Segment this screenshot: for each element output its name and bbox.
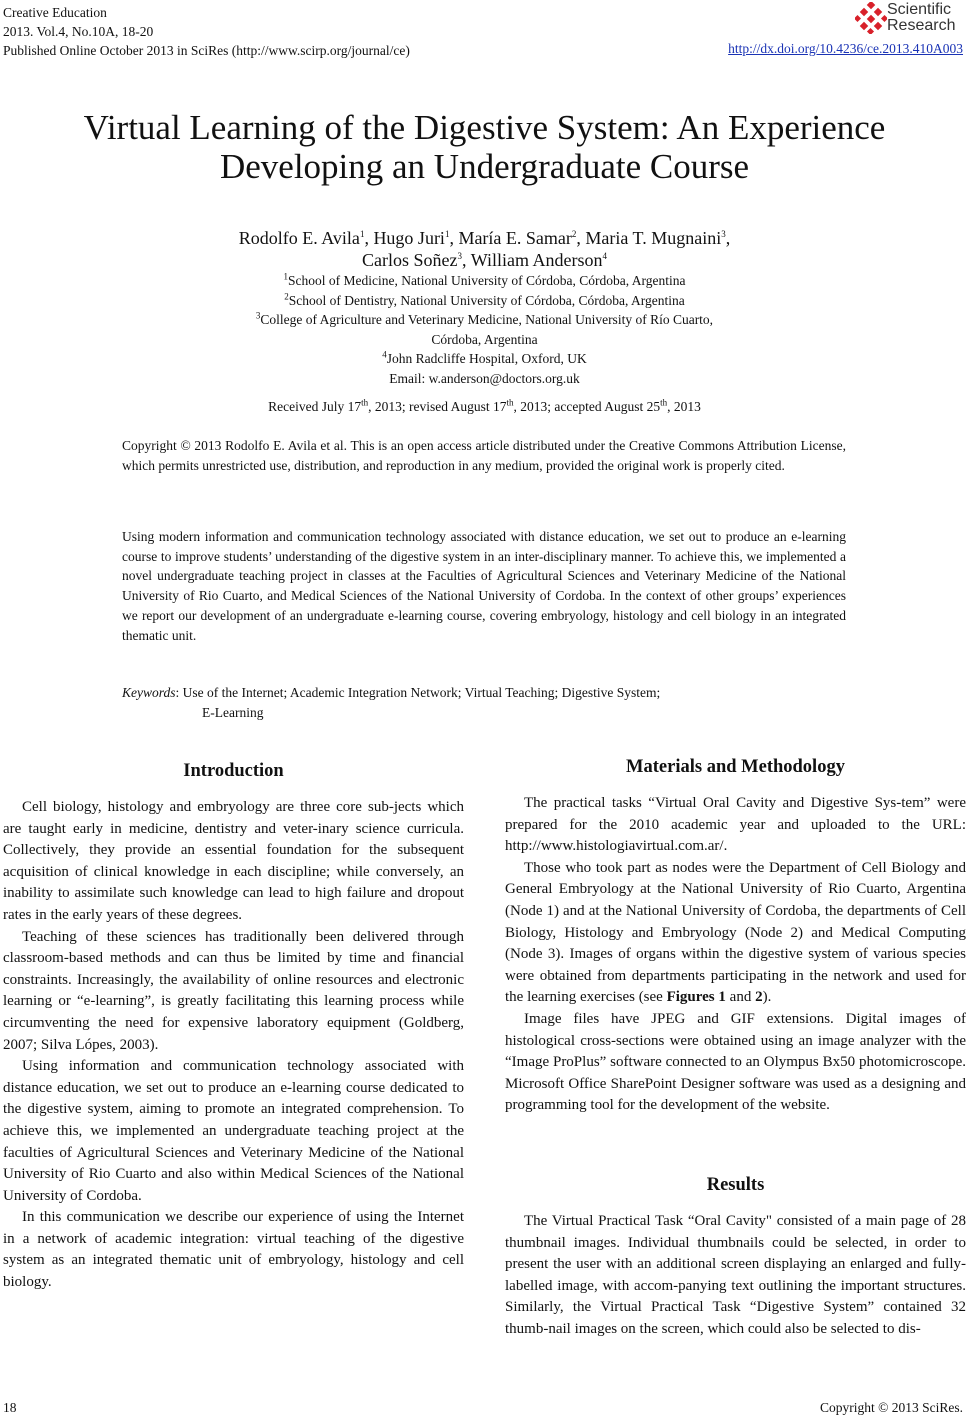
received-dates: Received July 17th, 2013; revised August 17th, 2013; accepted August 25th, 2013 bbox=[268, 397, 701, 414]
paragraph: In this communication we describe our experience of using the Internet in a network of academic integration: virtual teaching of the digestive system as an integrated thematic unit of embryology, histology and cell biology. bbox=[3, 1209, 464, 1291]
diamond-logo-icon bbox=[855, 2, 887, 34]
abstract: Using modern information and communication technology associated with distance education, we set out to produce an e-learning course to improve students’ understanding of the digestive system in an inter-disciplinary manner. To achieve this, we implemented a novel undergraduate teaching project in classes at the Faculties of Agricultural Sciences and Veterinary Medicine of the National University of Rio Cuarto, and Medical Sciences of the National University of Cordoba. In the context of other groups’ experiences we report our development of an undergraduate e-learning course, covering embryology, histology and cell biology in an integrated thematic unit. bbox=[122, 529, 846, 643]
paragraph: The practical tasks “Virtual Oral Cavity and Digestive Sys-tem” were prepared for the 2010 academic year and uploaded to the URL: http://www.histologiavirtual.com.ar/. bbox=[505, 795, 966, 855]
paragraph: Teaching of these sciences has traditionally been delivered through classroom-based methods and can thus be limited by time and financial constraints. Increasingly, the availability of online resources and electronic learning or “e-learning”, is greatly facilitating this learning process while circumventing the need for expensive laboratory equipment (Goldberg, 2007; Silva Lópes, 2003). bbox=[3, 928, 464, 1053]
author-affil-mark: 2 bbox=[571, 229, 577, 239]
author-name: Hugo Juri bbox=[373, 228, 445, 248]
paragraph: Image files have JPEG and GIF extensions. Digital images of histological cross-sections were obtained using an image analyzer with the “Image ProPlus” software connected to an Olympus Bx50 photomicroscope. Microsoft Office SharePoint Designer software was used as a designing and programming tool for the development of the website. bbox=[505, 1010, 966, 1114]
author-name: María E. Samar bbox=[458, 228, 572, 248]
introduction-body bbox=[3, 797, 464, 1294]
keywords-list-cont: E-Learning bbox=[202, 704, 264, 720]
journal-volume: 2013. Vol.4, No.10A, 18-20 bbox=[3, 24, 154, 39]
figure-ref: Figures 1 bbox=[666, 989, 726, 1006]
paragraph: Using information and communication technology associated with distance education, we set out to produce an e-learning course dedicated to the digestive system, aiming to promote an integrated comprehension. To achieve this, we implemented an undergraduate teaching project at the faculties of Agricultural Sciences and Veterinary Medicine of the National University of Rio Cuarto and also within Medical Sciences of the National University of Cordoba. bbox=[3, 1058, 464, 1204]
keywords-list: : Use of the Internet; Academic Integration Network; Virtual Teaching; Digestive System; bbox=[175, 685, 661, 700]
methods-body bbox=[505, 793, 966, 1117]
logo-text-line1: Scientific bbox=[887, 1, 952, 18]
logo-text-line2: Research bbox=[887, 17, 956, 34]
paragraph: Cell biology, histology and embryology are three core sub-jects which are taught early in medicine, dentistry and veter-inary science curricula. Collectively, they provide an essential foundation for the subsequent acquisition of clinical knowledge in each discipline; while conversely, an inability to assimilate such knowledge can lead to high failure and dropout rates in the early years of these degrees. bbox=[3, 799, 464, 923]
author-name: William Anderson bbox=[470, 250, 603, 270]
affiliation: $^1$School of Medicine, National University of Córdoba, Córdoba, Argentina bbox=[283, 271, 686, 288]
section-heading-introduction: Introduction bbox=[183, 761, 284, 781]
title-line-1: Virtual Learning of the Digestive System: An Experience bbox=[83, 108, 886, 147]
title-line-2: Developing an Undergraduate Course bbox=[219, 147, 750, 186]
author-name: Maria T. Mugnaini bbox=[585, 228, 722, 248]
author-affil-mark: 1 bbox=[444, 229, 450, 239]
author-affil-mark: 3 bbox=[721, 229, 726, 239]
affiliation-cont: Córdoba, Argentina bbox=[431, 331, 538, 347]
affiliations bbox=[0, 271, 969, 388]
author-email: Email: w.anderson@doctors.org.uk bbox=[389, 370, 580, 386]
author-list: Rodolfo E. Avila$^1$, Hugo Juri$^1$, María E. Samar$^2$, Maria T. Mugnaini$^3$, Carlos Soñez$^3$, William Anderson$^4$ bbox=[238, 228, 731, 270]
paper-title bbox=[0, 108, 969, 186]
scientific-research-logo bbox=[855, 0, 965, 36]
paragraph: The Virtual Practical Task “Oral Cavity" consisted of a main page of 28 thumbnail images. Individual thumbnails could be selected, in order to present the user with an additional screen displaying an enlarged and fully-labelled image, with accom-panying text outlining the important structures. Similarly, the Virtual Practical Task “Digestive System” contained 32 thumb-nail images on the screen, which could also be selected to dis- bbox=[505, 1213, 966, 1337]
section-heading-methods: Materials and Methodology bbox=[626, 757, 845, 777]
keywords-label: Keywords bbox=[122, 685, 176, 700]
section-heading-results: Results bbox=[706, 1175, 765, 1195]
author-affil-mark: 4 bbox=[602, 251, 607, 261]
results-body bbox=[505, 1211, 966, 1341]
license-notice: Copyright © 2013 Rodolfo E. Avila et al. This is an open access article distributed under the Creative Commons Attribution License, which permits unrestricted use, distribution, and reproduction in any medium, provided the original work is properly cited. bbox=[122, 438, 846, 473]
figure-ref: 2 bbox=[755, 989, 763, 1006]
journal-header bbox=[3, 3, 410, 60]
author-affil-mark: 1 bbox=[359, 229, 365, 239]
journal-name: Creative Education bbox=[3, 5, 107, 20]
author-name: Carlos Soñez bbox=[362, 250, 458, 270]
publication-info: Published Online October 2013 in SciRes (http://www.scirp.org/journal/ce) bbox=[3, 43, 410, 58]
author-affil-mark: 3 bbox=[457, 251, 463, 261]
affiliation: $^3$College of Agriculture and Veterinary Medicine, National University of Río Cuarto, bbox=[255, 310, 714, 327]
paragraph: Those who took part as nodes were the Department of Cell Biology and General Embryology at the National University of Rio Cuarto, Argentina (Node 1) and at the National University of Cordoba, the departments of Cell Biology, Histology and Embryology (Node 2) and Medical Computing (Node 3). Images of organs within the digestive system of various species were obtained from departments participating in the network and used for the learning exercises (see Figures 1 and 2). bbox=[505, 859, 966, 1006]
keywords bbox=[122, 683, 846, 722]
author-name: Rodolfo E. Avila bbox=[238, 228, 360, 248]
page-number: 18 bbox=[3, 1400, 17, 1415]
affiliation: $^2$School of Dentistry, National University of Córdoba, Córdoba, Argentina bbox=[284, 291, 685, 308]
footer-copyright: Copyright © 2013 SciRes. bbox=[819, 1400, 963, 1415]
affiliation: $^4$John Radcliffe Hospital, Oxford, UK bbox=[382, 349, 587, 366]
doi-link[interactable]: http://dx.doi.org/10.4236/ce.2013.410A003 bbox=[728, 41, 963, 56]
